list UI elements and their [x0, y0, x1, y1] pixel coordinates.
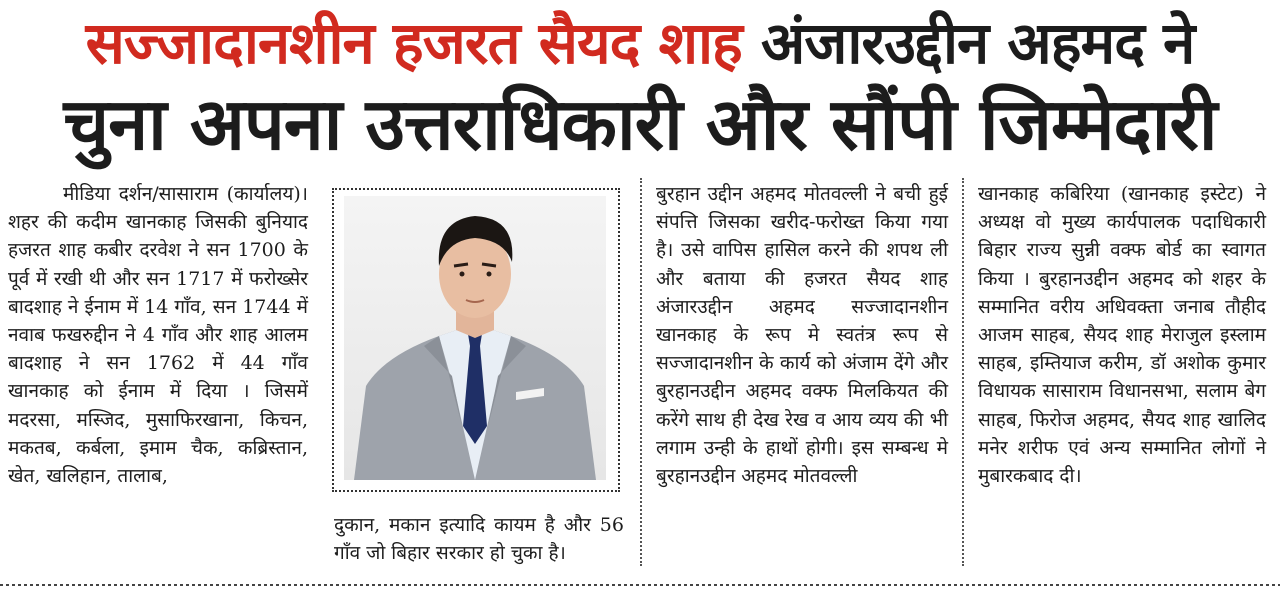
- column-1-text: मीडिया दर्शन/सासाराम (कार्यालय)।शहर की कदीम खानकाह जिसकी बुनियाद हजरत शाह कबीर दरवेश ने सन 1700 के पूर्व में रखी थी और सन 1717 में फरोख्सेर बादशाह ने ईनाम में 14 गाँव, सन 1744 में नवाब फखरुद्दीन ने 4 गाँव और शाह आलम बादशाह ने सन 1762 में 44 गाँव खानकाह को ईनाम में दिया । जिसमें मदरसा, मस्जिद, मुसाफिरखाना, किचन, मकतब, कर्बला, इमाम चैक, कब्रिस्तान, खेत, खलिहान, तालाब,: [8, 183, 308, 488]
- column-3-text: बुरहान उद्दीन अहमद मोतवल्ली ने बची हुई संपत्ति जिसका खरीद-फरोख्त किया गया है। उसे वापिस हासिल करने की शपथ ली और बताया की हजरत सैयद शाह अंजारउद्दीन अहमद सज्जादानशीन खानकाह के रूप मे स्वतंत्र रूप से सज्जादानशीन के कार्य को अंजाम देंगे और बुरहानउद्दीन अहमद वक्फ मिलकियत की करेंगे साथ ही देख रेख व आय व्यय की भी लगाम उन्ही के हाथों होगी। इस सम्बन्ध मे बुरहानउद्दीन अहमद मोतवल्ली: [656, 183, 948, 488]
- portrait-photo: [344, 196, 606, 480]
- photo-caption: दुकान, मकान इत्यादि कायम है और 56 गाँव जो बिहार सरकार हो चुका है।: [334, 514, 624, 565]
- article-column-1: [8, 180, 308, 490]
- headline-black-part: अंजारउद्दीन अहमद ने: [761, 9, 1195, 77]
- article-column-4: [978, 180, 1266, 490]
- portrait-illustration: [344, 196, 606, 480]
- article-column-3: [656, 180, 948, 490]
- column-divider: [640, 178, 642, 566]
- section-divider: [0, 584, 1280, 586]
- headline-line-1: [0, 9, 1280, 77]
- headline-line-2: चुना अपना उत्तराधिकारी और सौंपी जिम्मेदारी: [63, 82, 1217, 166]
- column-4-text: खानकाह कबिरिया (खानकाह इस्टेट) ने अध्यक्ष वो मुख्य कार्यपालक पदाधिकारी बिहार राज्य सुन्नी वक्फ बोर्ड का स्वागत किया । बुरहानउद्दीन अहमद को शहर के सम्मानित वरीय अधिवक्ता जनाब तौहीद आजम साहब, सैयद शाह मेराजुल इस्लाम साहब, इम्तियाज करीम, डॉ अशोक कुमार विधायक सासाराम विधानसभा, सलाम बेग साहब, फिरोज अहमद, सैयद शाह खालिद मनेर शरीफ एवं अन्य सम्मानित लोगों ने मुबारकबाद दी।: [978, 183, 1266, 488]
- column-divider: [962, 178, 964, 566]
- headline-red-part: सज्जादानशीन हजरत सैयद शाह: [85, 9, 742, 77]
